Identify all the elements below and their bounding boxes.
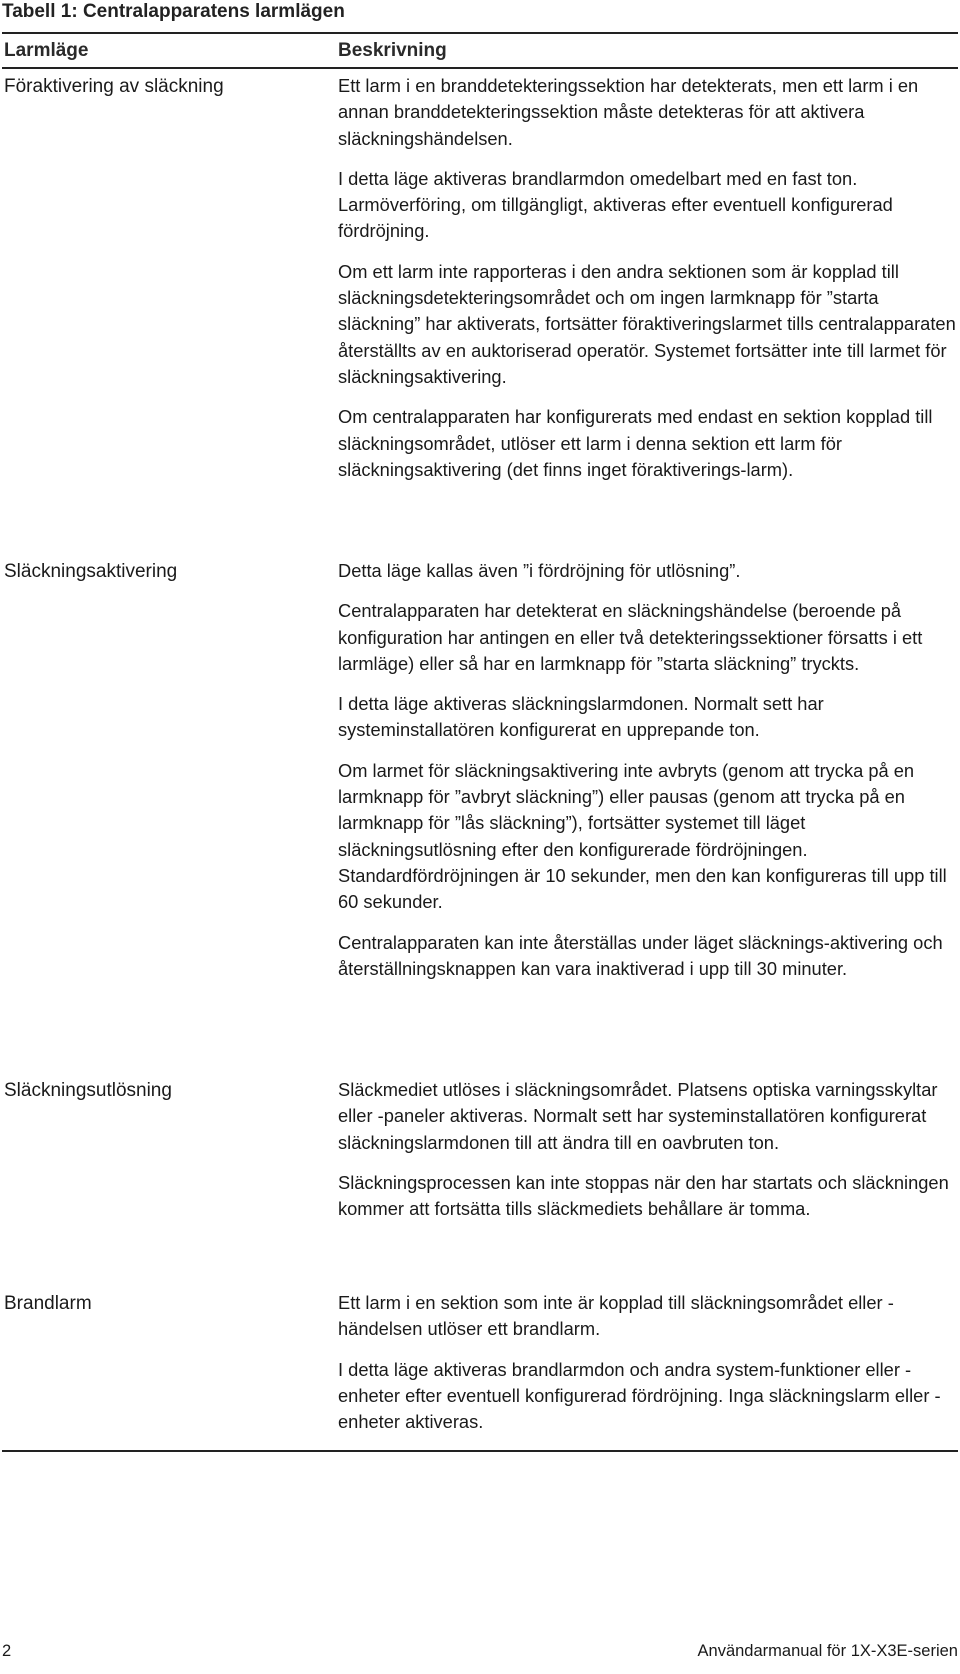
description-paragraph: I detta läge aktiveras brandlarmdon och andra system-funktioner eller -enheter efter eventuell konfigurerad fördröjning. Inga släckningslarm eller -enheter aktiveras. [338, 1358, 941, 1433]
description-paragraph: Ett larm i en sektion som inte är kopplad till släckningsområdet eller -händelsen utlöser ett brandlarm. [338, 1292, 894, 1340]
description-paragraph: Släckningsprocessen kan inte stoppas när den har startats och släckningen kommer att fortsätta tills släckmediets behållare är tomma. [338, 1171, 949, 1220]
description-paragraph: Om larmet för släckningsaktivering inte avbryts (genom att trycka på en larmknapp för ”avbryt släckning”) eller pausas (genom att trycka på en larmknapp för ”lås släckning”), fortsätter systemet till läget släckningsutlösning efter den konfigurerade fördröjningen. Standardfördröjningen är 10 sekunder, men den kan konfigureras till upp till 60 sekunder. [338, 759, 947, 913]
column-header-mode: Larmläge [4, 40, 89, 61]
description-paragraph: Centralapparaten kan inte återställas under läget släcknings-aktivering och återställningsknappen kan vara inaktiverad i upp till 30 minuter. [338, 931, 943, 979]
description-paragraph: Om centralapparaten har konfigurerats med endast en sektion kopplad till släckningsområdet, utlöser ett larm i denna sektion ett larm för släckningsaktivering (det finns inget föraktiverings-larm). [338, 406, 933, 480]
mode-label: Brandlarm [4, 1293, 92, 1314]
page-number: 2 [2, 1642, 12, 1660]
mode-label: Släckningsaktivering [4, 561, 178, 582]
header-rule [2, 67, 958, 69]
description-paragraph: Ett larm i en branddetekteringssektion har detekterats, men ett larm i en annan branddetekteringssektion måste detekteras för att aktivera släckningshändelsen. [338, 75, 919, 149]
description-cell [338, 1290, 958, 1449]
description-paragraph: Om ett larm inte rapporteras i den andra sektionen som är kopplad till släckningsdetekteringsområdet och om ingen larmknapp för ”starta släckning” har aktiverats, fortsätter föraktiveringslarmet tills centralapparaten återställts av en auktoriserad operatör. Systemet fortsätter inte till larmet för släckningsaktivering. [338, 260, 956, 387]
mode-label: Släckningsutlösning [4, 1080, 172, 1101]
table-bottom-rule [2, 1450, 958, 1452]
table-title: Tabell 1: Centralapparatens larmlägen [2, 1, 345, 22]
mode-label: Föraktivering av släckning [4, 76, 224, 97]
description-cell [338, 558, 958, 996]
column-header-description: Beskrivning [338, 40, 447, 61]
description-cell [338, 1077, 958, 1236]
document-title: Användarmanual för 1X-X3E-serien [697, 1642, 958, 1660]
description-paragraph: Detta läge kallas även ”i fördröjning för utlösning”. [338, 560, 741, 581]
description-paragraph: Släckmediet utlöses i släckningsområdet. Platsens optiska varningsskyltar eller -paneler aktiveras. Normalt sett har systeminstallatören konfigurerat släckningslarmdonen till att ändra till en oavbruten ton. [338, 1079, 938, 1153]
description-cell [338, 73, 958, 497]
description-paragraph: Centralapparaten har detekterat en släckningshändelse (beroende på konfiguration har antingen en eller två detekteringssektioner försatts i ett larmläge) eller så har en larmknapp för ”starta släckning” tryckts. [338, 600, 923, 674]
table-top-rule [2, 32, 958, 34]
description-paragraph: I detta läge aktiveras släckningslarmdonen. Normalt sett har systeminstallatören konfigurerat en upprepande ton. [338, 693, 824, 741]
description-paragraph: I detta läge aktiveras brandlarmdon omedelbart med en fast ton. Larmöverföring, om tillgängligt, aktiveras efter eventuell konfigurerad fördröjning. [338, 167, 893, 242]
